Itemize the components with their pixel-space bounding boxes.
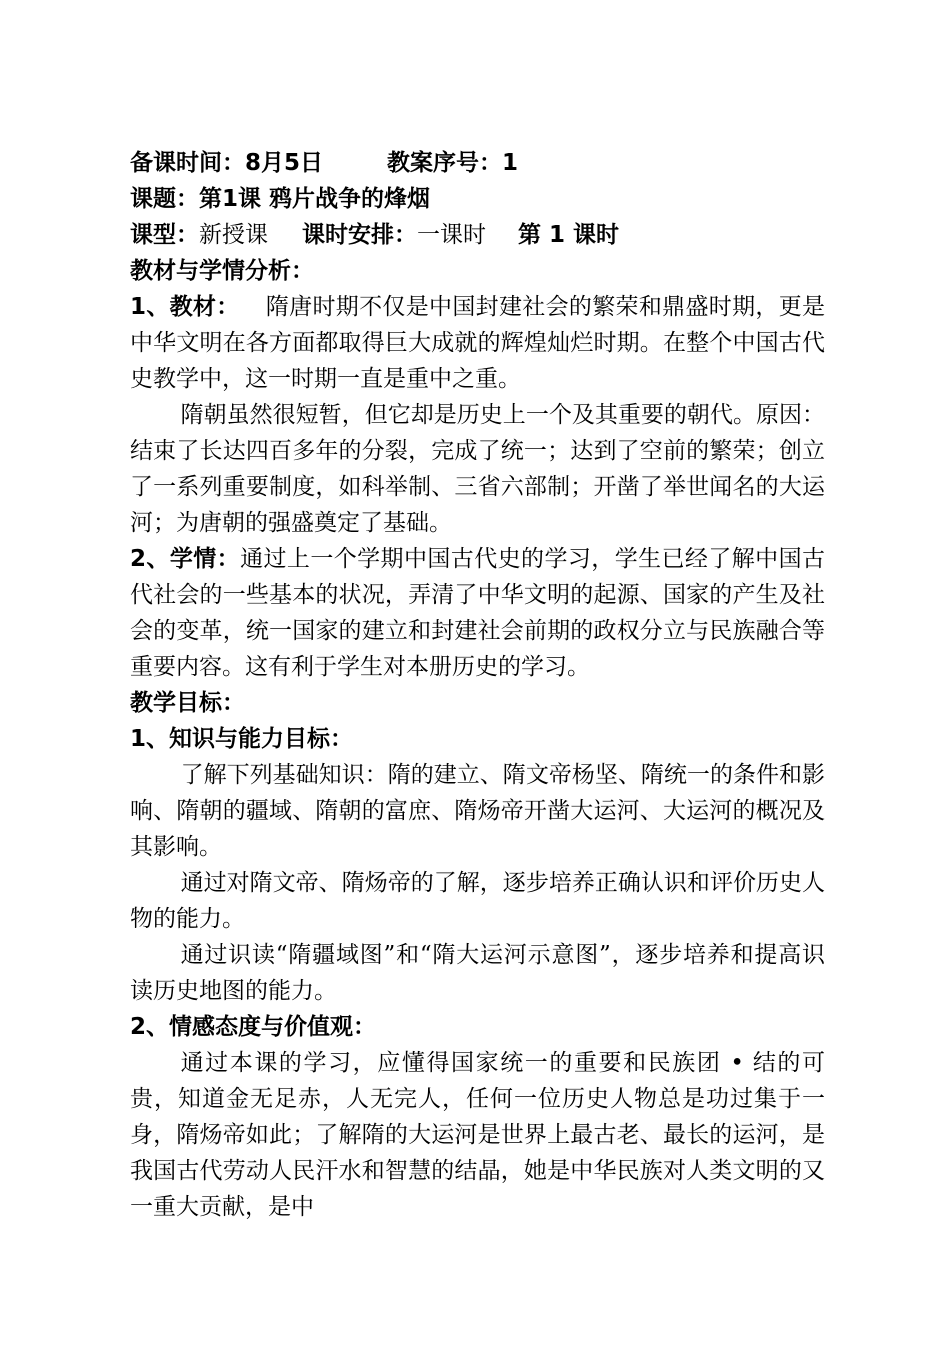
schedule-label: 课时安排： xyxy=(302,222,417,248)
topic-line xyxy=(130,181,825,217)
knowledge-goal-heading: 1、知识与能力目标： xyxy=(130,726,354,752)
textbook-label: 1、教材： xyxy=(130,294,240,320)
knowledge-paragraph-3: 通过识读“隋疆域图”和“隋大运河示意图”，逐步培养和提高识读历史地图的能力。 xyxy=(130,942,825,1004)
textbook-paragraph-2: 隋朝虽然很短暂，但它却是历史上一个及其重要的朝代。原因：结束了长达四百多年的分裂，完成了统一；达到了空前的繁荣；创立了一系列重要制度，如科举制、三省六部制；开凿了举世闻名的大运河；为唐朝的强盛奠定了基础。 xyxy=(130,402,825,536)
knowledge-paragraph-1: 了解下列基础知识：隋的建立、隋文帝杨坚、隋统一的条件和影响、隋朝的疆域、隋朝的富庶、隋炀帝开凿大运河、大运河的概况及其影响。 xyxy=(130,762,825,860)
topic-label: 课题： xyxy=(130,186,199,212)
textbook-text: 隋唐时期不仅是中国封建社会的繁荣和鼎盛时期，更是中华文明在各方面都取得巨大成就的辉煌灿烂时期。在整个中国古代史教学中，这一时期一直是重中之重。 xyxy=(130,294,825,392)
textbook-paragraph xyxy=(130,289,825,397)
prep-time-label: 备课时间： xyxy=(130,150,245,176)
schedule-value: 一课时 xyxy=(417,222,486,248)
goals-heading: 教学目标： xyxy=(130,690,245,716)
plan-number-label: 教案序号： xyxy=(387,150,503,176)
knowledge-paragraph-2: 通过对隋文帝、隋炀帝的了解，逐步培养正确认识和评价历史人物的能力。 xyxy=(130,870,825,932)
plan-number-value: 1 xyxy=(502,150,519,176)
lesson-plan-body xyxy=(130,145,825,1225)
emotion-goal-heading: 2、情感态度与价值观： xyxy=(130,1014,377,1040)
period-value: 第 1 课时 xyxy=(518,222,620,248)
emotion-paragraph: 通过本课的学习，应懂得国家统一的重要和民族团 • 结的可贵，知道金无足赤，人无完人，任何一位历史人物总是功过集于一身，隋炀帝如此；了解隋的大运河是世界上最古老、最长的运河，是我国古代劳动人民汗水和智慧的结晶，她是中华民族对人类文明的又一重大贡献，是中 xyxy=(130,1050,825,1220)
student-label: 2、学情： xyxy=(130,546,241,572)
prep-time-value: 8月5日 xyxy=(245,150,324,176)
type-label: 课型： xyxy=(130,222,199,248)
type-value: 新授课 xyxy=(199,222,268,248)
analysis-heading: 教材与学情分析： xyxy=(130,258,314,284)
prep-line xyxy=(130,145,825,181)
student-paragraph xyxy=(130,541,825,685)
student-text: 通过上一个学期中国古代史的学习，学生已经了解中国古代社会的一些基本的状况，弄清了中华文明的起源、国家的产生及社会的变革，统一国家的建立和封建社会前期的政权分立与民族融合等重要内容。这有利于学生对本册历史的学习。 xyxy=(130,546,825,680)
type-line xyxy=(130,217,825,253)
topic-value: 第1课 鸦片战争的烽烟 xyxy=(199,186,431,212)
